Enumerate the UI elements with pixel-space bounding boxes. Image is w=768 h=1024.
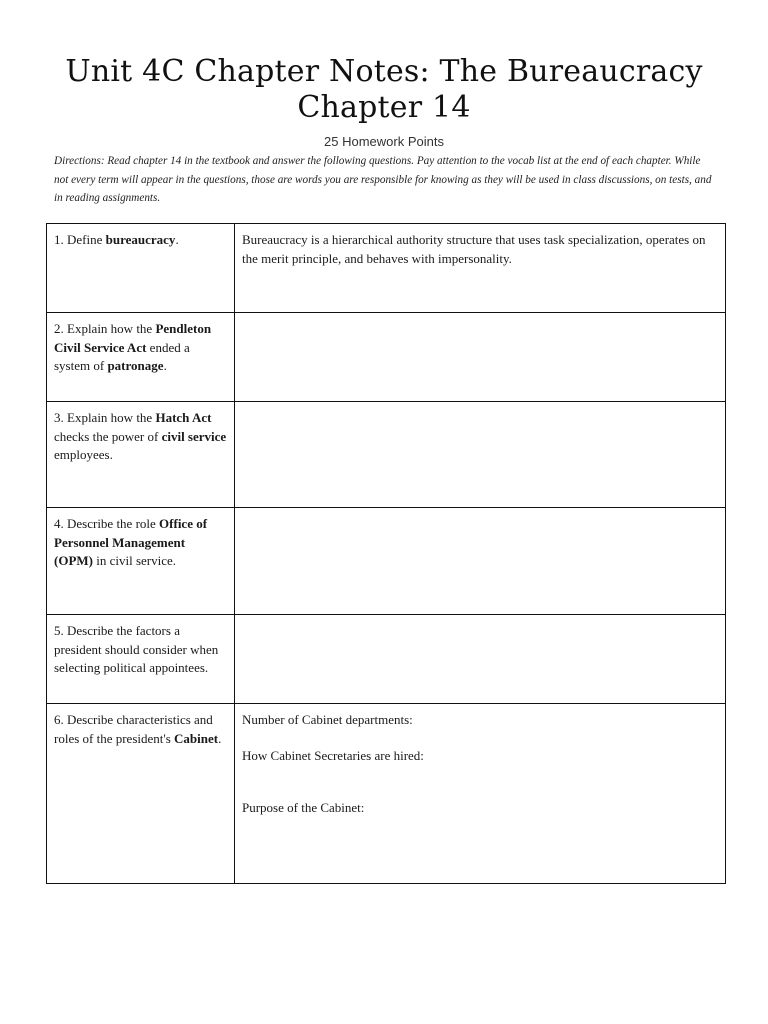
question-term: Cabinet xyxy=(174,730,219,746)
cabinet-departments-prompt: Number of Cabinet departments: xyxy=(242,712,413,727)
question-term: Hatch Act xyxy=(155,410,212,425)
answer-cell-6[interactable] xyxy=(235,704,726,884)
table-row xyxy=(47,704,726,884)
question-text: 5. Describe the factors a president should consider when selecting political appointees. xyxy=(54,623,219,675)
question-text: 6. Describe characteristics and roles of the president's xyxy=(54,712,213,746)
question-text: 3. Explain how the xyxy=(54,410,156,425)
table-row xyxy=(47,224,726,313)
cabinet-purpose-prompt: Purpose of the Cabinet: xyxy=(242,800,365,815)
document-title xyxy=(0,54,768,126)
question-text: in civil service. xyxy=(92,553,177,568)
question-text: . xyxy=(218,730,222,746)
table-row xyxy=(47,615,726,704)
question-text: 2. Explain how the xyxy=(54,321,156,336)
question-cell-5 xyxy=(47,615,235,704)
question-text: 4. Describe the role xyxy=(54,516,160,531)
question-term: patronage xyxy=(107,358,164,373)
answer-cell-3[interactable] xyxy=(235,402,726,508)
answer-cell-2[interactable] xyxy=(235,313,726,402)
table-row xyxy=(47,508,726,615)
cabinet-hiring-prompt: How Cabinet Secretaries are hired: xyxy=(242,747,424,763)
question-cell-6 xyxy=(47,704,235,884)
answer-cell-4[interactable] xyxy=(235,508,726,615)
answer-text-1: Bureaucracy is a hierarchical authority structure that uses task specialization, operates on the merit principle, and behaves with impersonality. xyxy=(242,232,706,266)
question-text: . xyxy=(163,358,167,373)
homework-points: 25 Homework Points xyxy=(324,134,444,149)
question-text: checks the power of xyxy=(54,428,162,444)
question-term: bureaucracy xyxy=(105,232,176,247)
table-row xyxy=(47,313,726,402)
question-term: Office of Personnel Management (OPM) xyxy=(54,516,208,568)
answer-cell-5[interactable] xyxy=(235,615,726,704)
question-cell-4 xyxy=(47,508,235,615)
question-text: employees. xyxy=(54,447,113,462)
table-row xyxy=(47,402,726,508)
question-text: ended a system of xyxy=(54,339,190,373)
title-line-1: Unit 4C Chapter Notes: The Bureaucracy xyxy=(65,54,703,89)
title-line-2: Chapter 14 xyxy=(297,90,471,125)
question-text: 1. Define xyxy=(54,232,106,247)
question-cell-2 xyxy=(47,313,235,402)
question-cell-1 xyxy=(47,224,235,313)
question-text: . xyxy=(175,232,179,247)
answer-cell-1[interactable] xyxy=(235,224,726,313)
question-cell-3 xyxy=(47,402,235,508)
directions-text: Directions: Read chapter 14 in the textbook and answer the following questions. Pay attention to the vocab list at the end of each chapter. While not every term will appear in the questions, those are words you are responsible for knowing as they will be used in class discussions, on tests, and in reading assignments. xyxy=(54,155,712,204)
question-term: Pendleton Civil Service Act xyxy=(54,321,212,355)
question-term: civil service xyxy=(161,428,227,444)
questions-table xyxy=(46,223,726,884)
